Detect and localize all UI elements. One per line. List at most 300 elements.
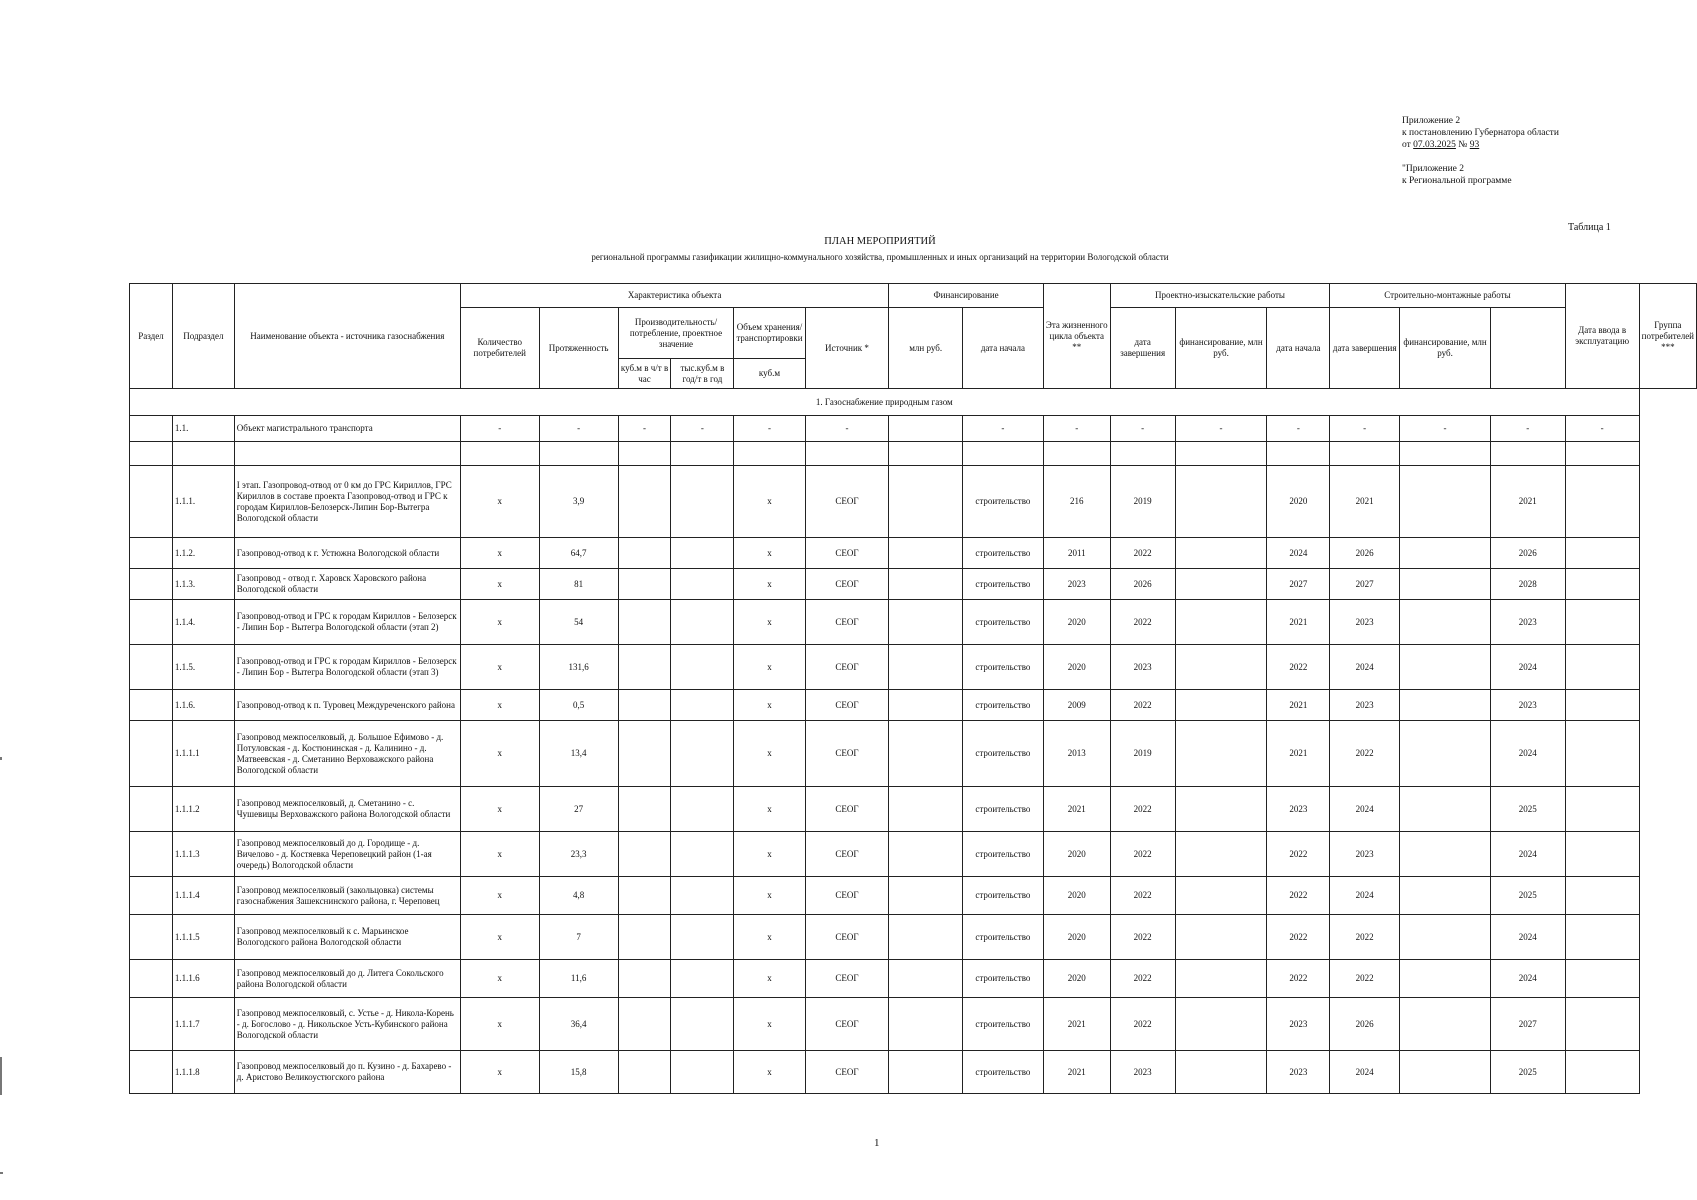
smr-start-cell: 2022 <box>1267 877 1330 915</box>
dash-cell: - <box>1043 416 1110 442</box>
row-name: Газопровод межпоселковый, д. Сметанино - с. Чушевицы Верховажского района Вологодской области <box>234 787 460 832</box>
source-cell: СЕОГ <box>805 787 889 832</box>
length-cell: 23,3 <box>539 832 618 877</box>
smr-financing-cell <box>1400 787 1491 832</box>
consumer-group-cell <box>1565 787 1639 832</box>
razdel-cell <box>130 1051 173 1094</box>
pir-financing-cell <box>1175 877 1267 915</box>
table-body <box>130 389 1697 466</box>
header-mln: млн руб. <box>889 308 963 389</box>
header-object-name: Наименование объекта - источника газоснабжения <box>234 284 460 389</box>
table-row <box>130 998 1697 1051</box>
document-subtitle: региональной программы газификации жилищно-коммунального хозяйства, промышленных и иных организаций на территории Вологодской области <box>591 252 1169 262</box>
row-code: 1.1.6. <box>172 690 234 721</box>
appendix-number-sign: № <box>1455 140 1470 150</box>
dash-cell: - <box>539 416 618 442</box>
row-name: Газопровод межпоселковый до д. Литега Сокольского района Вологодской области <box>234 960 460 998</box>
row-code: 1.1.1.8 <box>172 1051 234 1094</box>
dash-cell: - <box>805 416 889 442</box>
dash-cell: - <box>1565 416 1639 442</box>
lifecycle-cell: строительство <box>962 569 1043 600</box>
pir-financing-cell <box>1175 466 1267 538</box>
pir-end-cell: 2019 <box>1110 721 1175 787</box>
row-name: Объект магистрального транспорта <box>234 416 460 442</box>
capacity-hour-cell <box>618 787 671 832</box>
razdel-cell <box>130 538 173 569</box>
smr-financing-cell <box>1400 877 1491 915</box>
capacity-hour-cell <box>618 877 671 915</box>
mln-cell <box>889 600 963 645</box>
razdel-cell <box>130 600 173 645</box>
consumers-cell: х <box>460 538 539 569</box>
dash-cell: - <box>1267 416 1330 442</box>
pir-end-cell: 2022 <box>1110 600 1175 645</box>
consumer-group-cell <box>1565 721 1639 787</box>
table-row <box>130 690 1697 721</box>
consumer-group-cell <box>1565 690 1639 721</box>
consumer-group-cell <box>1565 832 1639 877</box>
razdel-cell <box>130 690 173 721</box>
pir-start-cell: 2020 <box>1043 960 1110 998</box>
row-name: Газопровод - отвод г. Харовск Харовского района Вологодской области <box>234 569 460 600</box>
table-row <box>130 787 1697 832</box>
appendix-date-prefix: от <box>1402 140 1414 150</box>
source-cell: СЕОГ <box>805 915 889 960</box>
pir-end-cell: 2022 <box>1110 538 1175 569</box>
table-row <box>130 600 1697 645</box>
empty-row <box>130 442 1697 466</box>
pir-financing-cell <box>1175 569 1267 600</box>
smr-start-cell: 2021 <box>1267 600 1330 645</box>
length-cell: 36,4 <box>539 998 618 1051</box>
pir-start-cell: 2020 <box>1043 915 1110 960</box>
capacity-hour-cell <box>618 998 671 1051</box>
mln-cell <box>889 960 963 998</box>
capacity-hour-cell <box>618 466 671 538</box>
pir-end-cell: 2022 <box>1110 877 1175 915</box>
row-code: 1.1.1.6 <box>172 960 234 998</box>
pir-start-cell: 2021 <box>1043 998 1110 1051</box>
smr-financing-cell <box>1400 538 1491 569</box>
mln-cell <box>889 877 963 915</box>
document-title: ПЛАН МЕРОПРИЯТИЙ <box>824 236 936 247</box>
header-source: Источник * <box>805 308 889 389</box>
pir-end-cell: 2023 <box>1110 1051 1175 1094</box>
smr-start-cell: 2022 <box>1267 960 1330 998</box>
dash-cell: - <box>1175 416 1267 442</box>
table-row <box>130 645 1697 690</box>
row-name: Газопровод межпоселковый до д. Городище - д. Вичелово - д. Костяевка Череповецкий район (1-ая очередь) Вологодской области <box>234 832 460 877</box>
storage-cell: х <box>734 600 805 645</box>
capacity-year-cell <box>671 466 734 538</box>
capacity-year-cell <box>671 538 734 569</box>
consumers-cell: х <box>460 832 539 877</box>
smr-end-cell: 2022 <box>1330 721 1400 787</box>
capacity-hour-cell <box>618 538 671 569</box>
row-code: 1.1.1.3 <box>172 832 234 877</box>
capacity-hour-cell <box>618 721 671 787</box>
pir-start-cell: 216 <box>1043 466 1110 538</box>
table-row <box>130 832 1697 877</box>
header-consumer-group: Группа потребителей *** <box>1639 284 1696 389</box>
row-code: 1.1.1.2 <box>172 787 234 832</box>
razdel-cell <box>130 998 173 1051</box>
length-cell: 54 <box>539 600 618 645</box>
razdel-cell <box>130 645 173 690</box>
mln-cell <box>889 998 963 1051</box>
consumer-group-cell <box>1565 1051 1639 1094</box>
smr-financing-cell <box>1400 998 1491 1051</box>
pir-end-cell: 2023 <box>1110 645 1175 690</box>
pir-financing-cell <box>1175 645 1267 690</box>
commission-cell: 2024 <box>1490 960 1565 998</box>
pir-end-cell: 2022 <box>1110 832 1175 877</box>
header-smr-start: дата начала <box>1267 308 1330 389</box>
storage-cell: х <box>734 645 805 690</box>
table-header <box>130 284 1697 389</box>
row-code: 1.1. <box>172 416 234 442</box>
smr-start-cell: 2022 <box>1267 832 1330 877</box>
section-title: 1. Газоснабжение природным газом <box>130 389 1640 416</box>
lifecycle-cell: строительство <box>962 721 1043 787</box>
smr-end-cell: 2022 <box>1330 960 1400 998</box>
razdel-cell <box>130 877 173 915</box>
smr-end-cell: 2026 <box>1330 538 1400 569</box>
pir-financing-cell <box>1175 998 1267 1051</box>
capacity-hour-cell <box>618 569 671 600</box>
razdel-cell <box>130 832 173 877</box>
pir-end-cell: 2022 <box>1110 787 1175 832</box>
table-row <box>130 877 1697 915</box>
consumer-group-cell <box>1565 960 1639 998</box>
consumers-cell: х <box>460 690 539 721</box>
lifecycle-cell: строительство <box>962 645 1043 690</box>
appendix-line-5: к Региональной программе <box>1402 176 1512 186</box>
smr-start-cell: 2021 <box>1267 721 1330 787</box>
smr-start-cell: 2022 <box>1267 915 1330 960</box>
lifecycle-cell: строительство <box>962 690 1043 721</box>
commission-cell: 2024 <box>1490 915 1565 960</box>
table-row <box>130 721 1697 787</box>
row-name: Газопровод межпоселковый к с. Марьинское Вологодского района Вологодской области <box>234 915 460 960</box>
pir-financing-cell <box>1175 538 1267 569</box>
table-row <box>130 915 1697 960</box>
pir-start-cell: 2020 <box>1043 645 1110 690</box>
lifecycle-cell: строительство <box>962 538 1043 569</box>
row-name: Газопровод межпоселковый, с. Устье - д. Никола-Корень - д. Богослово - д. Никольское Усть-Кубинского района Вологодской области <box>234 998 460 1051</box>
capacity-year-cell <box>671 600 734 645</box>
commission-cell: 2023 <box>1490 690 1565 721</box>
length-cell: 11,6 <box>539 960 618 998</box>
mln-cell <box>889 466 963 538</box>
consumer-group-cell <box>1565 538 1639 569</box>
storage-cell: х <box>734 832 805 877</box>
consumers-cell: х <box>460 645 539 690</box>
pir-financing-cell <box>1175 787 1267 832</box>
pir-start-cell: 2013 <box>1043 721 1110 787</box>
length-cell: 27 <box>539 787 618 832</box>
pir-start-cell: 2020 <box>1043 832 1110 877</box>
row-code: 1.1.3. <box>172 569 234 600</box>
consumers-cell: х <box>460 569 539 600</box>
mln-cell <box>889 832 963 877</box>
source-cell: СЕОГ <box>805 960 889 998</box>
source-cell: СЕОГ <box>805 998 889 1051</box>
source-cell: СЕОГ <box>805 645 889 690</box>
smr-end-cell: 2021 <box>1330 466 1400 538</box>
mln-cell <box>889 645 963 690</box>
length-cell: 81 <box>539 569 618 600</box>
capacity-year-cell <box>671 877 734 915</box>
consumer-group-cell <box>1565 466 1639 538</box>
smr-start-cell: 2027 <box>1267 569 1330 600</box>
table-row <box>130 416 1697 442</box>
header-thousand-year: тыс.куб.м в год/т в год <box>671 359 734 389</box>
pir-end-cell: 2022 <box>1110 915 1175 960</box>
appendix-line-1: Приложение 2 <box>1402 116 1461 126</box>
appendix-block <box>1402 115 1559 187</box>
table-label: Таблица 1 <box>1568 222 1611 233</box>
table-row <box>130 538 1697 569</box>
dash-cell: - <box>1490 416 1565 442</box>
smr-end-cell: 2023 <box>1330 690 1400 721</box>
header-length: Протяженность <box>539 308 618 389</box>
smr-start-cell: 2020 <box>1267 466 1330 538</box>
scan-mark <box>0 1057 2 1095</box>
smr-end-cell: 2027 <box>1330 569 1400 600</box>
mln-cell <box>889 538 963 569</box>
smr-financing-cell <box>1400 569 1491 600</box>
capacity-year-cell <box>671 721 734 787</box>
header-smr-financing: финансирование, млн руб. <box>1400 308 1491 389</box>
capacity-year-cell <box>671 645 734 690</box>
smr-financing-cell <box>1400 690 1491 721</box>
commission-cell: 2024 <box>1490 645 1565 690</box>
consumer-group-cell <box>1565 915 1639 960</box>
capacity-year-cell <box>671 787 734 832</box>
smr-financing-cell <box>1400 600 1491 645</box>
consumer-group-cell <box>1565 600 1639 645</box>
source-cell: СЕОГ <box>805 690 889 721</box>
dash-cell: - <box>1330 416 1400 442</box>
commission-cell: 2025 <box>1490 787 1565 832</box>
header-pir-end: дата завершения <box>1110 308 1175 389</box>
dash-cell: - <box>460 416 539 442</box>
consumers-cell: х <box>460 877 539 915</box>
length-cell: 15,8 <box>539 1051 618 1094</box>
smr-start-cell: 2023 <box>1267 787 1330 832</box>
table-row <box>130 466 1697 538</box>
scan-mark <box>0 1172 3 1174</box>
smr-financing-cell <box>1400 832 1491 877</box>
row-name: I этап. Газопровод-отвод от 0 км до ГРС Кириллов, ГРС Кириллов в составе проекта Газопровод-отвод и ГРС к городам Кириллов-Белозерск-Липин Бор-Вытегра Вологодской области <box>234 466 460 538</box>
smr-financing-cell <box>1400 466 1491 538</box>
storage-cell: х <box>734 787 805 832</box>
header-storage: Объем хранения/транспортировки <box>734 308 805 359</box>
commission-cell: 2021 <box>1490 466 1565 538</box>
consumers-cell: х <box>460 960 539 998</box>
storage-cell: х <box>734 690 805 721</box>
source-cell: СЕОГ <box>805 569 889 600</box>
dash-cell: - <box>962 416 1043 442</box>
storage-cell: х <box>734 721 805 787</box>
header-design-works: Проектно-изыскательские работы <box>1110 284 1330 308</box>
lifecycle-cell: строительство <box>962 915 1043 960</box>
consumer-group-cell <box>1565 877 1639 915</box>
dash-cell: - <box>1110 416 1175 442</box>
pir-end-cell: 2022 <box>1110 690 1175 721</box>
source-cell: СЕОГ <box>805 877 889 915</box>
capacity-hour-cell <box>618 915 671 960</box>
consumers-cell: х <box>460 1051 539 1094</box>
dash-cell: - <box>671 416 734 442</box>
lifecycle-cell: строительство <box>962 960 1043 998</box>
scan-mark <box>0 757 2 760</box>
header-commission-date: Дата ввода в эксплуатацию <box>1565 284 1639 389</box>
header-podrazdel: Подраздел <box>172 284 234 389</box>
pir-financing-cell <box>1175 1051 1267 1094</box>
pir-start-cell: 2011 <box>1043 538 1110 569</box>
smr-end-cell: 2023 <box>1330 832 1400 877</box>
smr-financing-cell <box>1400 645 1491 690</box>
row-code: 1.1.1.4 <box>172 877 234 915</box>
consumers-cell: х <box>460 998 539 1051</box>
pir-end-cell: 2019 <box>1110 466 1175 538</box>
header-smr-end: дата завершения <box>1330 308 1400 389</box>
pir-start-cell: 2020 <box>1043 600 1110 645</box>
smr-financing-cell <box>1400 721 1491 787</box>
smr-start-cell: 2023 <box>1267 998 1330 1051</box>
plan-table <box>129 283 1697 1094</box>
table-row <box>130 1051 1697 1094</box>
capacity-hour-cell <box>618 1051 671 1094</box>
smr-financing-cell <box>1400 960 1491 998</box>
smr-end-cell: 2024 <box>1330 787 1400 832</box>
capacity-hour-cell <box>618 645 671 690</box>
storage-cell: х <box>734 1051 805 1094</box>
source-cell: СЕОГ <box>805 1051 889 1094</box>
header-consumers: Количество потребителей <box>460 308 539 389</box>
consumer-group-cell <box>1565 998 1639 1051</box>
smr-end-cell: 2022 <box>1330 915 1400 960</box>
length-cell: 3,9 <box>539 466 618 538</box>
capacity-hour-cell <box>618 832 671 877</box>
commission-cell: 2028 <box>1490 569 1565 600</box>
row-code: 1.1.1. <box>172 466 234 538</box>
razdel-cell <box>130 721 173 787</box>
smr-financing-cell <box>1400 1051 1491 1094</box>
pir-financing-cell <box>1175 960 1267 998</box>
consumer-group-cell <box>1565 569 1639 600</box>
length-cell: 64,7 <box>539 538 618 569</box>
row-code: 1.1.1.7 <box>172 998 234 1051</box>
consumer-group-cell <box>1565 645 1639 690</box>
header-construction-works: Строительно-монтажные работы <box>1330 284 1565 308</box>
row-name: Газопровод-отвод к п. Туровец Междуреченского района <box>234 690 460 721</box>
table-row <box>130 960 1697 998</box>
length-cell: 7 <box>539 915 618 960</box>
lifecycle-cell: строительство <box>962 466 1043 538</box>
lifecycle-cell: строительство <box>962 787 1043 832</box>
razdel-cell <box>130 915 173 960</box>
row-name: Газопровод-отвод и ГРС к городам Кириллов - Белозерск - Липин Бор - Вытегра Вологодской области (этап 2) <box>234 600 460 645</box>
mln-cell <box>889 721 963 787</box>
smr-end-cell: 2023 <box>1330 600 1400 645</box>
commission-cell: 2024 <box>1490 832 1565 877</box>
storage-cell: х <box>734 915 805 960</box>
pir-financing-cell <box>1175 832 1267 877</box>
consumers-cell: х <box>460 915 539 960</box>
row-code: 1.1.1.1 <box>172 721 234 787</box>
mln-cell <box>889 690 963 721</box>
storage-cell: х <box>734 877 805 915</box>
mln-cell <box>889 915 963 960</box>
capacity-year-cell <box>671 832 734 877</box>
pir-start-cell: 2020 <box>1043 877 1110 915</box>
pir-start-cell: 2021 <box>1043 1051 1110 1094</box>
pir-financing-cell <box>1175 721 1267 787</box>
commission-cell: 2023 <box>1490 600 1565 645</box>
appendix-number: 93 <box>1469 140 1480 150</box>
commission-cell: 2027 <box>1490 998 1565 1051</box>
dash-cell: - <box>1400 416 1491 442</box>
commission-cell: 2025 <box>1490 1051 1565 1094</box>
appendix-line-3 <box>1402 139 1559 151</box>
commission-cell: 2026 <box>1490 538 1565 569</box>
row-name: Газопровод межпоселковый до п. Кузино - д. Бахарево - д. Аристово Великоустюгского района <box>234 1051 460 1094</box>
source-cell: СЕОГ <box>805 721 889 787</box>
pir-financing-cell <box>1175 915 1267 960</box>
consumers-cell: х <box>460 466 539 538</box>
razdel-cell <box>130 787 173 832</box>
capacity-year-cell <box>671 915 734 960</box>
capacity-year-cell <box>671 569 734 600</box>
consumers-cell: х <box>460 787 539 832</box>
data-rows <box>130 466 1697 1094</box>
source-cell: СЕОГ <box>805 832 889 877</box>
razdel-cell <box>130 466 173 538</box>
header-pir-financing: финансирование, млн руб. <box>1175 308 1267 389</box>
capacity-hour-cell <box>618 600 671 645</box>
row-code: 1.1.1.5 <box>172 915 234 960</box>
pir-financing-cell <box>1175 690 1267 721</box>
dash-cell: - <box>618 416 671 442</box>
pir-financing-cell <box>1175 600 1267 645</box>
table-row <box>130 569 1697 600</box>
mln-cell <box>889 1051 963 1094</box>
pir-end-cell: 2022 <box>1110 960 1175 998</box>
dash-cell: - <box>734 416 805 442</box>
smr-start-cell: 2023 <box>1267 1051 1330 1094</box>
smr-end-cell: 2024 <box>1330 645 1400 690</box>
lifecycle-cell: строительство <box>962 832 1043 877</box>
length-cell: 13,4 <box>539 721 618 787</box>
smr-end-cell: 2024 <box>1330 877 1400 915</box>
lifecycle-cell: строительство <box>962 877 1043 915</box>
pir-start-cell: 2021 <box>1043 787 1110 832</box>
appendix-date: 07.03.2025 <box>1413 140 1456 150</box>
razdel-cell <box>130 960 173 998</box>
page-number: 1 <box>874 1137 880 1149</box>
lifecycle-cell: строительство <box>962 600 1043 645</box>
row-name: Газопровод-отвод к г. Устюжна Вологодской области <box>234 538 460 569</box>
pir-end-cell: 2026 <box>1110 569 1175 600</box>
smr-end-cell: 2024 <box>1330 1051 1400 1094</box>
storage-cell: х <box>734 960 805 998</box>
source-cell: СЕОГ <box>805 600 889 645</box>
length-cell: 4,8 <box>539 877 618 915</box>
length-cell: 131,6 <box>539 645 618 690</box>
